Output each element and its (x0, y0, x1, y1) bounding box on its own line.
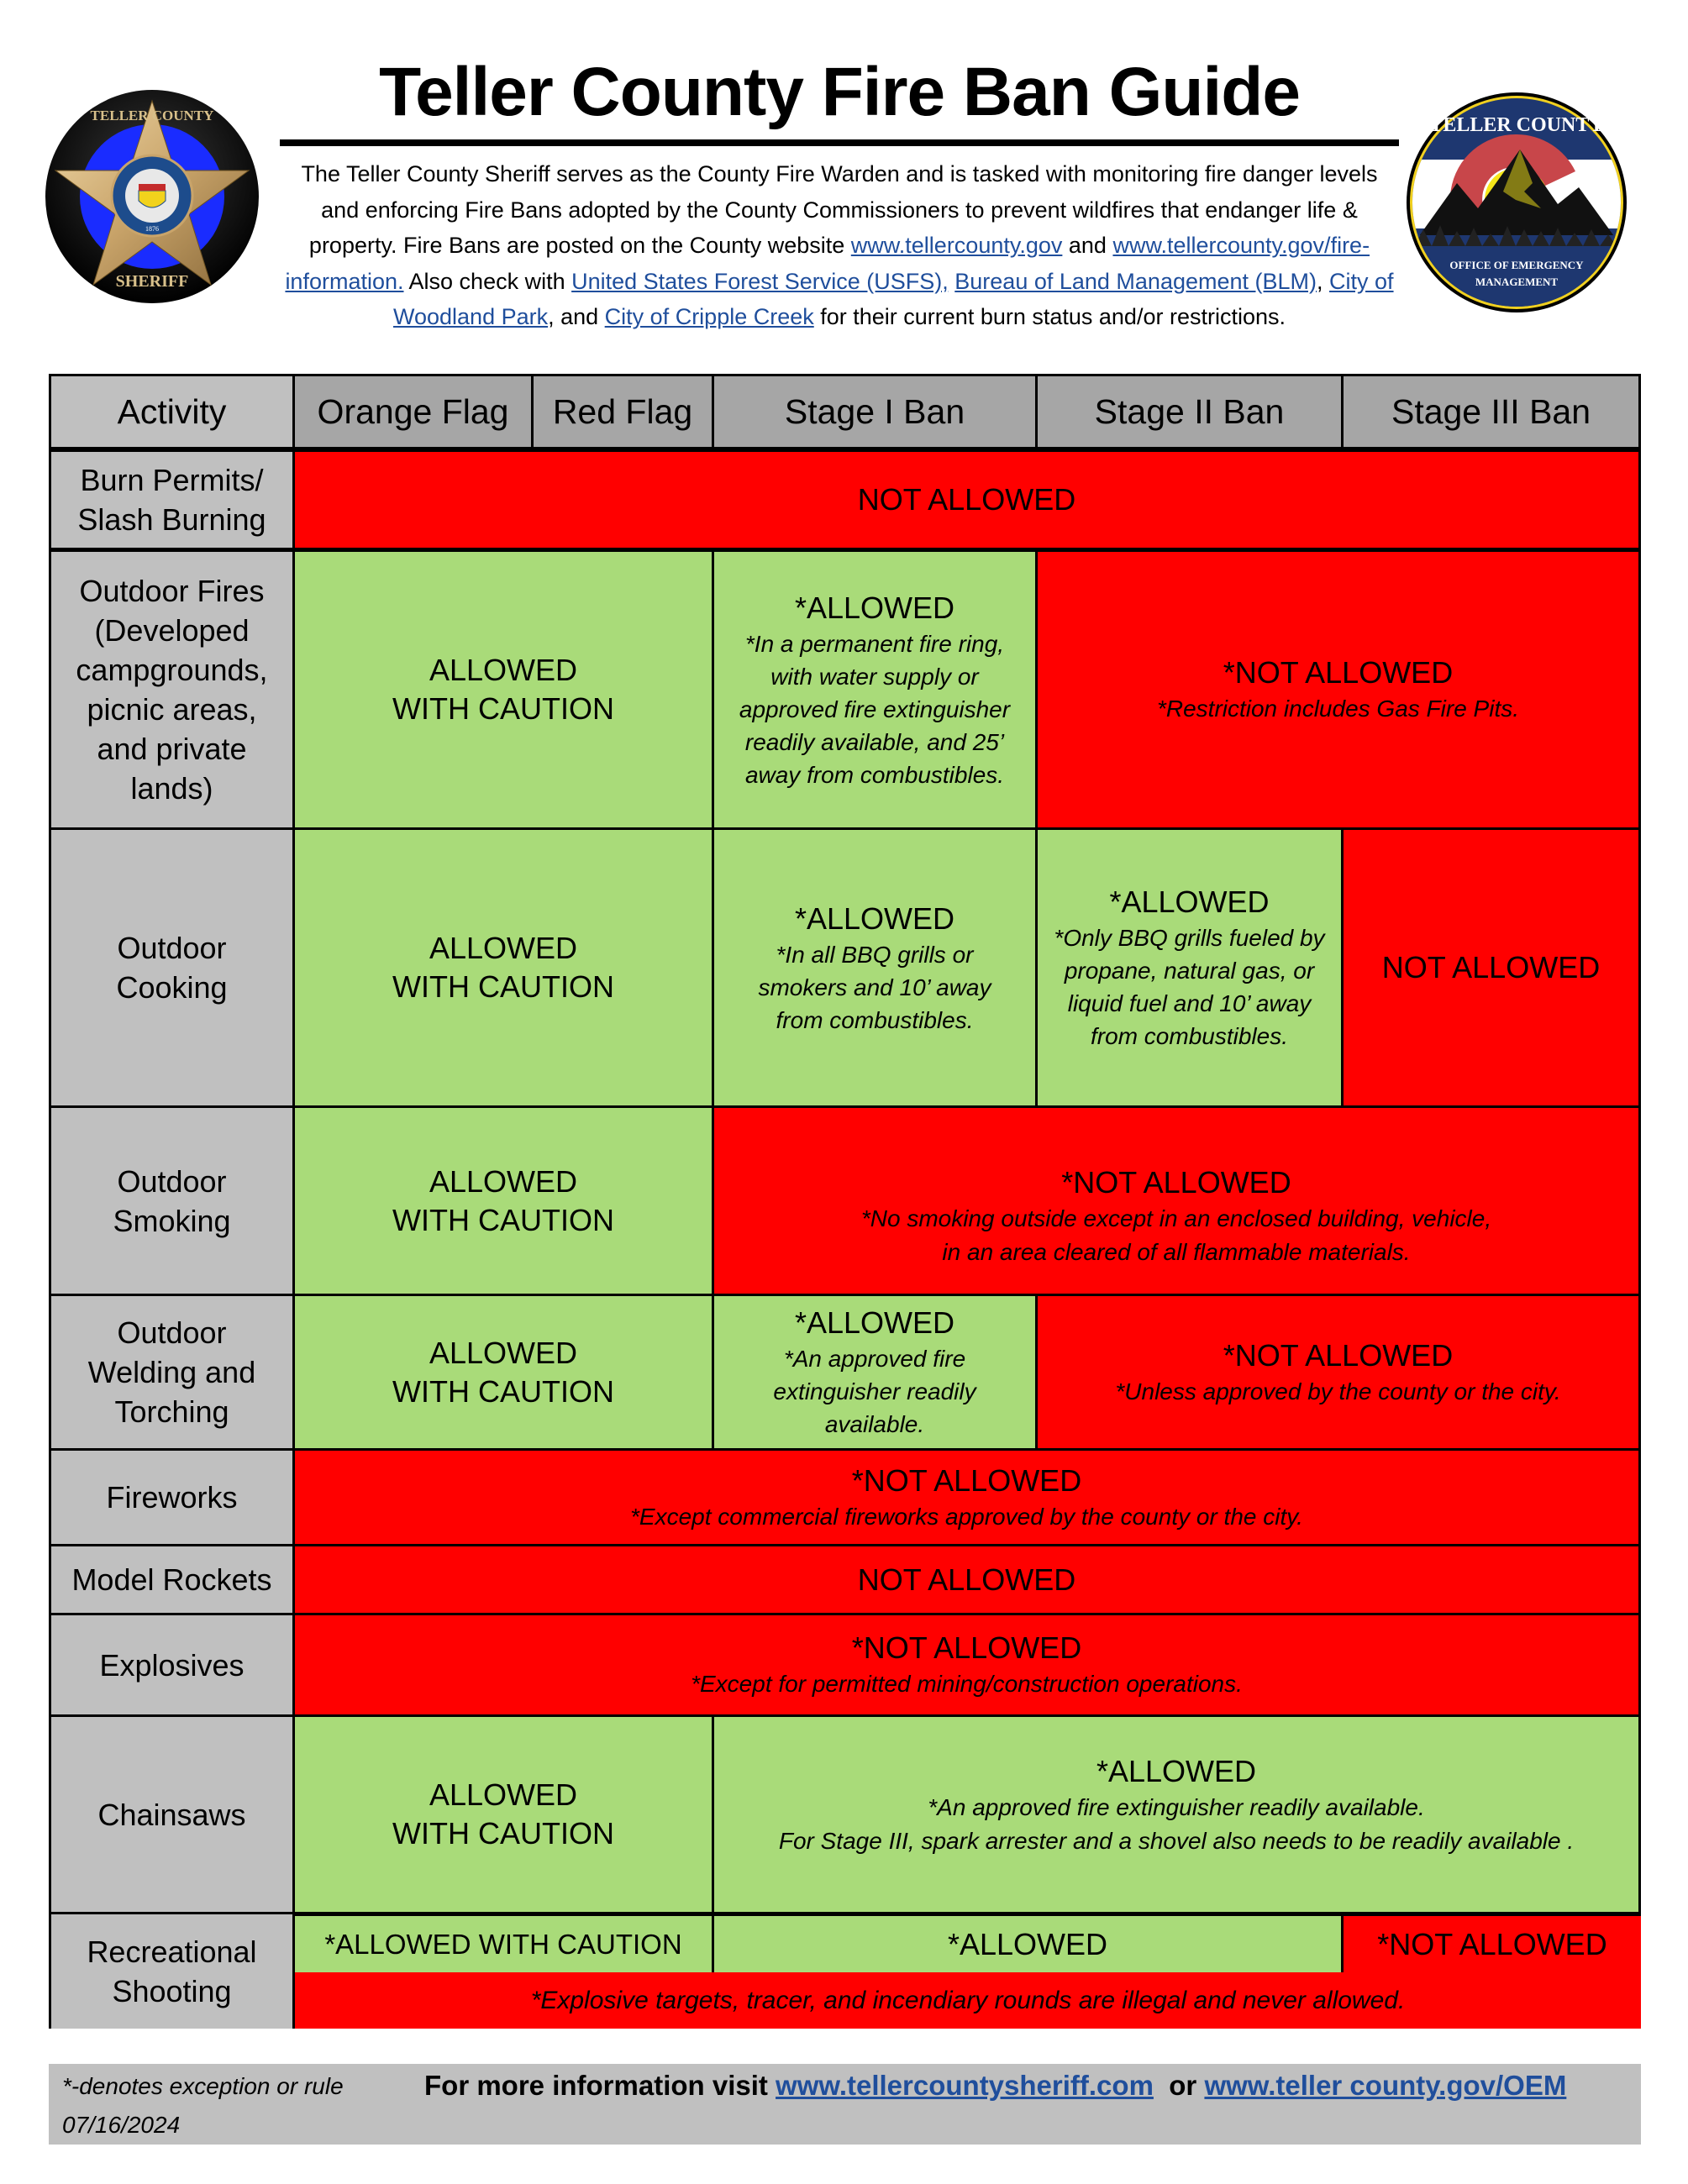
status-label: WITH CAUTION (392, 691, 614, 726)
status-label: ALLOWED (429, 1777, 578, 1812)
outdoor-fires-flags (292, 548, 714, 830)
status-label: NOT ALLOWED (857, 1562, 1076, 1597)
svg-text:OFFICE OF EMERGENCY: OFFICE OF EMERGENCY (1449, 259, 1584, 271)
outdoor-smoking-stages (712, 1105, 1641, 1296)
activity-label: Outdoor Smoking (113, 1163, 231, 1238)
column-header-label: Stage I Ban (784, 391, 965, 431)
link-usfs[interactable]: United States Forest Service (USFS), (571, 268, 949, 294)
svg-text:1876: 1876 (145, 225, 159, 233)
outdoor-smoking-flags (292, 1105, 714, 1296)
activity-label: Recreational Shooting (87, 1935, 257, 2008)
activity-label: Outdoor Cooking (116, 931, 228, 1005)
status-label: *ALLOWED (794, 590, 955, 625)
outdoor-cooking-stage-3 (1341, 827, 1641, 1108)
status-label: *NOT ALLOWED (1377, 1926, 1607, 1961)
link-woodland-park[interactable]: City of Woodland Park (393, 268, 1394, 329)
outdoor-fires-stage-2-3 (1035, 548, 1641, 830)
intro-text: , and (548, 304, 605, 329)
activity-sublabel: (Developed campgrounds, picnic areas, and private lands) (76, 613, 268, 806)
column-header-orange-flag (292, 374, 534, 449)
activity-explosives (49, 1613, 295, 1717)
title-divider (280, 139, 1399, 146)
column-header-red-flag (531, 374, 714, 449)
status-note: *In all BBQ grills or smokers and 10’ away from combustibles. (758, 941, 991, 1033)
activity-fireworks (49, 1448, 295, 1546)
status-label: *ALLOWED (794, 1305, 955, 1340)
status-label: ALLOWED (429, 653, 578, 687)
footer-date: 07/16/2024 (62, 2112, 181, 2138)
svg-text:TELLER COUNTY: TELLER COUNTY (90, 108, 214, 123)
link-fire-information[interactable]: www.tellercounty.gov/fire-information. (285, 233, 1370, 294)
status-label: *NOT ALLOWED (851, 1630, 1082, 1665)
status-label: ALLOWED (429, 1335, 578, 1370)
status-label: NOT ALLOWED (1381, 950, 1601, 984)
column-header-label: Stage II Ban (1094, 391, 1285, 431)
link-blm[interactable]: Bureau of Land Management (BLM) (954, 268, 1317, 294)
column-header-stage-3 (1341, 374, 1641, 449)
status-note: *No smoking outside except in an enclosed building, vehicle, (860, 1205, 1492, 1231)
status-label: *NOT ALLOWED (1223, 655, 1454, 690)
activity-label: Chainsaws (97, 1797, 246, 1832)
activity-outdoor-smoking (49, 1105, 295, 1296)
status-note: *An approved fire extinguisher readily available. (928, 1794, 1425, 1820)
recreational-shooting-flags (292, 1912, 714, 1972)
status-label: *NOT ALLOWED (1061, 1164, 1291, 1200)
status-label: *ALLOWED (1109, 885, 1270, 919)
outdoor-cooking-stage-1 (712, 827, 1038, 1108)
status-label: *ALLOWED (1096, 1754, 1257, 1788)
intro-paragraph (280, 156, 1399, 335)
intro-text: , (1317, 268, 1330, 294)
status-note: *Unless approved by the county or the city. (1115, 1378, 1561, 1404)
activity-recreational-shooting (49, 1912, 295, 2029)
link-tellercounty[interactable]: www.tellercounty.gov (850, 233, 1063, 258)
outdoor-welding-stage-1 (712, 1294, 1038, 1451)
intro-text: The Teller County Sheriff serves as the County Fire Warden and is tasked with monitoring fire danger levels and enforcing Fire Bans adopted by the County Commissioners to prevent wildfires that endanger life & property. Fire Bans are posted on the County website (301, 161, 1378, 258)
link-cripple-creek[interactable]: City of Cripple Creek (604, 304, 814, 329)
activity-label: Outdoor Welding and Torching (87, 1315, 256, 1429)
activity-model-rockets (49, 1544, 295, 1615)
column-header-label: Stage III Ban (1391, 391, 1591, 431)
footer-legend: *-denotes exception or rule (62, 2073, 344, 2099)
recreational-shooting-note (295, 1972, 1641, 2029)
status-label: WITH CAUTION (392, 1202, 614, 1237)
status-label: *NOT ALLOWED (1223, 1337, 1454, 1373)
status-note: *In a permanent fire ring, with water supply or approved fire extinguisher readily available, and 25’ away from combustibles. (739, 630, 1011, 788)
status-label: *ALLOWED WITH CAUTION (324, 1928, 682, 1960)
column-header-stage-2 (1035, 374, 1344, 449)
explosives-all-stages (292, 1613, 1641, 1717)
status-label: *ALLOWED (794, 900, 955, 936)
intro-text: for their current burn status and/or restrictions. (813, 304, 1286, 329)
activity-chainsaws (49, 1714, 295, 1914)
footer-info-text: or (1153, 2070, 1205, 2101)
status-note: *Restriction includes Gas Fire Pits. (1156, 696, 1520, 722)
status-note: *Except commercial fireworks approved by the county or the city. (630, 1503, 1303, 1530)
activity-label: Outdoor Fires (79, 574, 265, 608)
svg-text:SHERIFF: SHERIFF (115, 272, 189, 291)
activity-outdoor-welding (49, 1294, 295, 1451)
column-header-label: Red Flag (552, 391, 693, 431)
fireworks-all-stages (292, 1448, 1641, 1546)
activity-outdoor-cooking (49, 827, 295, 1108)
model-rockets-all-stages (292, 1544, 1641, 1615)
chainsaws-flags (292, 1714, 714, 1914)
activity-label: Model Rockets (71, 1562, 272, 1597)
activity-outdoor-fires (49, 548, 295, 830)
status-note: *Except for permitted mining/construction operations. (691, 1671, 1243, 1697)
activity-label: Explosives (99, 1647, 245, 1683)
page-title: Teller County Fire Ban Guide (379, 54, 1300, 130)
outdoor-fires-stage-1 (712, 548, 1038, 830)
status-note: *An approved fire extinguisher readily available. (773, 1346, 976, 1437)
footer-info-text: For more information visit (424, 2070, 776, 2101)
status-note: in an area cleared of all flammable materials. (942, 1238, 1411, 1265)
oem-logo-icon (1398, 91, 1635, 314)
activity-label: Burn Permits/ Slash Burning (77, 463, 266, 537)
sheriff-badge-logo (42, 88, 262, 305)
link-oem-site[interactable]: www.teller county.gov/OEM (1204, 2070, 1567, 2101)
status-label: WITH CAUTION (392, 1373, 614, 1409)
status-note: For Stage III, spark arrester and a shovel also needs to be readily available . (778, 1828, 1575, 1854)
recreational-shooting-stage-1-2 (712, 1912, 1344, 1972)
status-note: *Explosive targets, tracer, and incendiary rounds are illegal and never allowed. (530, 1986, 1406, 2014)
sheriff-badge-icon (42, 88, 262, 305)
column-header-activity (49, 374, 295, 449)
intro-text: Also check with (403, 268, 572, 294)
svg-text:TELLER COUNTY: TELLER COUNTY (1429, 114, 1604, 136)
status-label: *ALLOWED (947, 1926, 1108, 1961)
column-header-stage-1 (712, 374, 1038, 449)
oem-logo (1398, 91, 1635, 314)
column-header-label: Orange Flag (317, 391, 509, 431)
activity-label: Fireworks (106, 1480, 238, 1515)
outdoor-cooking-flags (292, 827, 714, 1108)
activity-burn-permits (49, 447, 295, 550)
status-note: *Only BBQ grills fueled by propane, natural gas, or liquid fuel and 10’ away from combustibles. (1054, 925, 1325, 1049)
svg-text:MANAGEMENT: MANAGEMENT (1475, 276, 1559, 288)
status-label: ALLOWED (429, 931, 578, 965)
outdoor-welding-stage-2-3 (1035, 1294, 1641, 1451)
outdoor-welding-flags (292, 1294, 714, 1451)
outdoor-cooking-stage-2 (1035, 827, 1344, 1108)
status-label: NOT ALLOWED (857, 482, 1076, 517)
status-label: WITH CAUTION (392, 1816, 614, 1851)
footer-info (424, 2070, 1566, 2102)
status-label: ALLOWED (429, 1163, 578, 1199)
column-header-label: Activity (117, 391, 227, 431)
status-label: *NOT ALLOWED (851, 1462, 1082, 1498)
recreational-shooting-stage-3 (1344, 1916, 1641, 1972)
status-label: WITH CAUTION (392, 969, 614, 1004)
chainsaws-stages (712, 1714, 1641, 1914)
intro-text: and (1062, 233, 1113, 258)
link-sheriff-site[interactable]: www.tellercountysheriff.com (776, 2070, 1154, 2101)
burn-permits-all-stages (292, 447, 1641, 550)
